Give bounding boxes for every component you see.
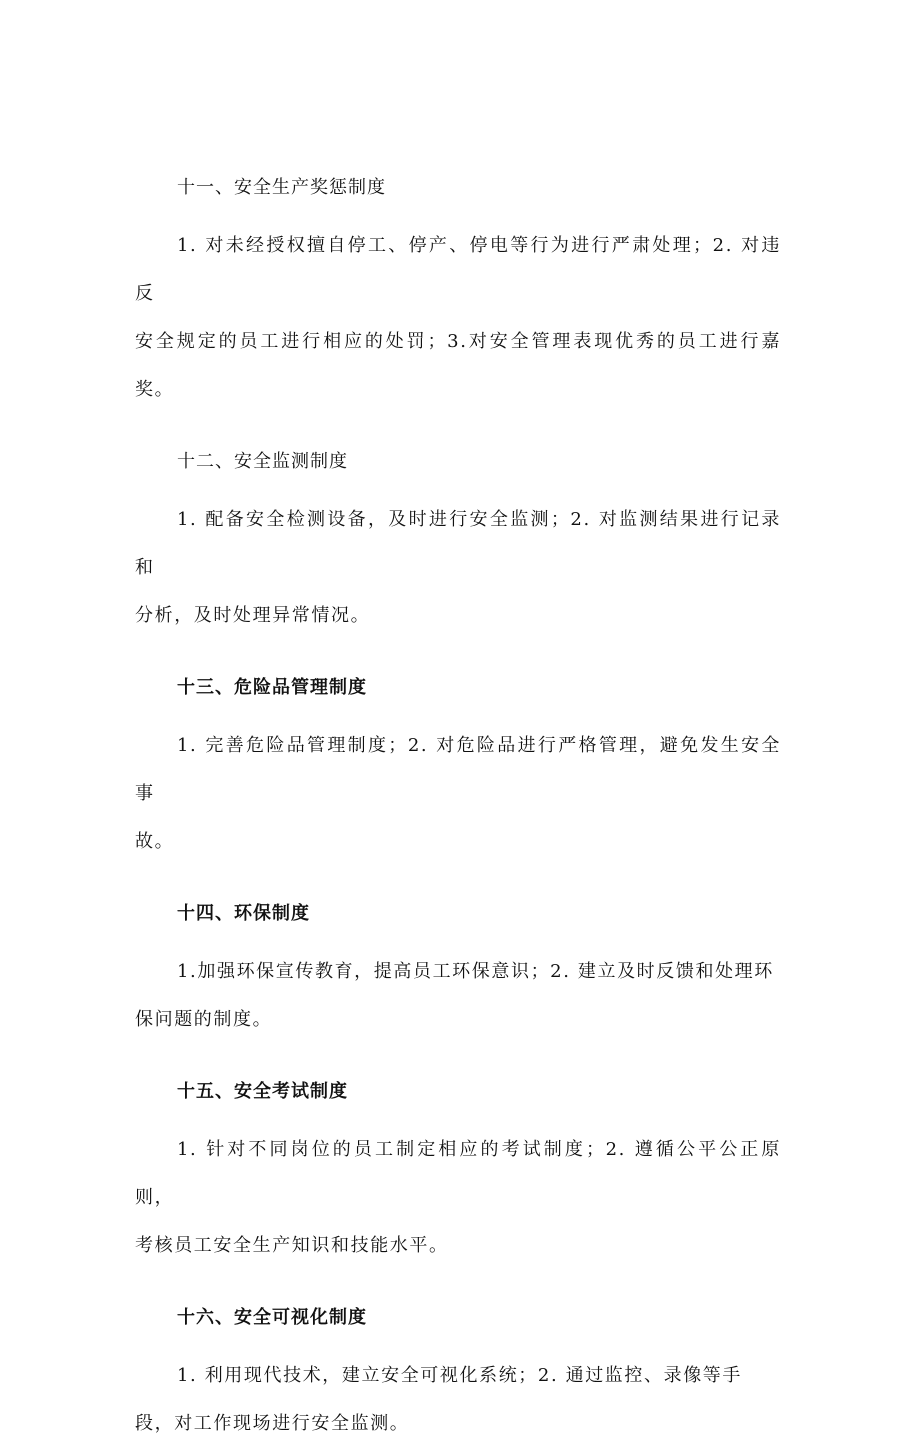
paragraph-line: 段，对工作现场进行安全监测。 [135,1413,410,1434]
section-heading: 十二、安全监测制度 [177,451,348,472]
section-heading: 十五、安全考试制度 [177,1081,348,1102]
paragraph-line: 故。 [135,831,175,852]
section-paragraph [135,1126,781,1270]
section-14 [135,896,781,1044]
paragraph-line: 1. 针对不同岗位的员工制定相应的考试制度；2. 遵循公平公正原则， [135,1139,781,1208]
section-heading: 十六、安全可视化制度 [177,1307,367,1328]
paragraph-line: 1. 配备安全检测设备，及时进行安全监测；2. 对监测结果进行记录和 [135,509,781,578]
section-heading: 十四、环保制度 [177,903,310,924]
section-16 [135,1300,781,1448]
section-11 [135,170,781,414]
paragraph-line: 保问题的制度。 [135,1009,273,1030]
section-12 [135,444,781,640]
section-paragraph [135,722,781,866]
section-paragraph [135,222,781,414]
paragraph-line: 1.加强环保宣传教育，提高员工环保意识；2. 建立及时反馈和处理环 [177,961,774,982]
document-body [135,170,781,1448]
paragraph-line: 安全规定的员工进行相应的处罚；3.对安全管理表现优秀的员工进行嘉奖。 [135,331,781,400]
paragraph-line: 1. 完善危险品管理制度；2. 对危险品进行严格管理，避免发生安全事 [135,735,781,804]
section-paragraph [135,948,781,1044]
paragraph-line: 分析，及时处理异常情况。 [135,605,371,626]
paragraph-line: 1. 对未经授权擅自停工、停产、停电等行为进行严肃处理；2. 对违反 [135,235,781,304]
paragraph-line: 考核员工安全生产知识和技能水平。 [135,1235,449,1256]
section-13 [135,670,781,866]
section-heading: 十三、危险品管理制度 [177,677,367,698]
paragraph-line: 1. 利用现代技术，建立安全可视化系统；2. 通过监控、录像等手 [177,1365,742,1386]
section-paragraph [135,1352,781,1448]
section-paragraph [135,496,781,640]
section-15 [135,1074,781,1270]
section-heading: 十一、安全生产奖惩制度 [177,177,386,198]
